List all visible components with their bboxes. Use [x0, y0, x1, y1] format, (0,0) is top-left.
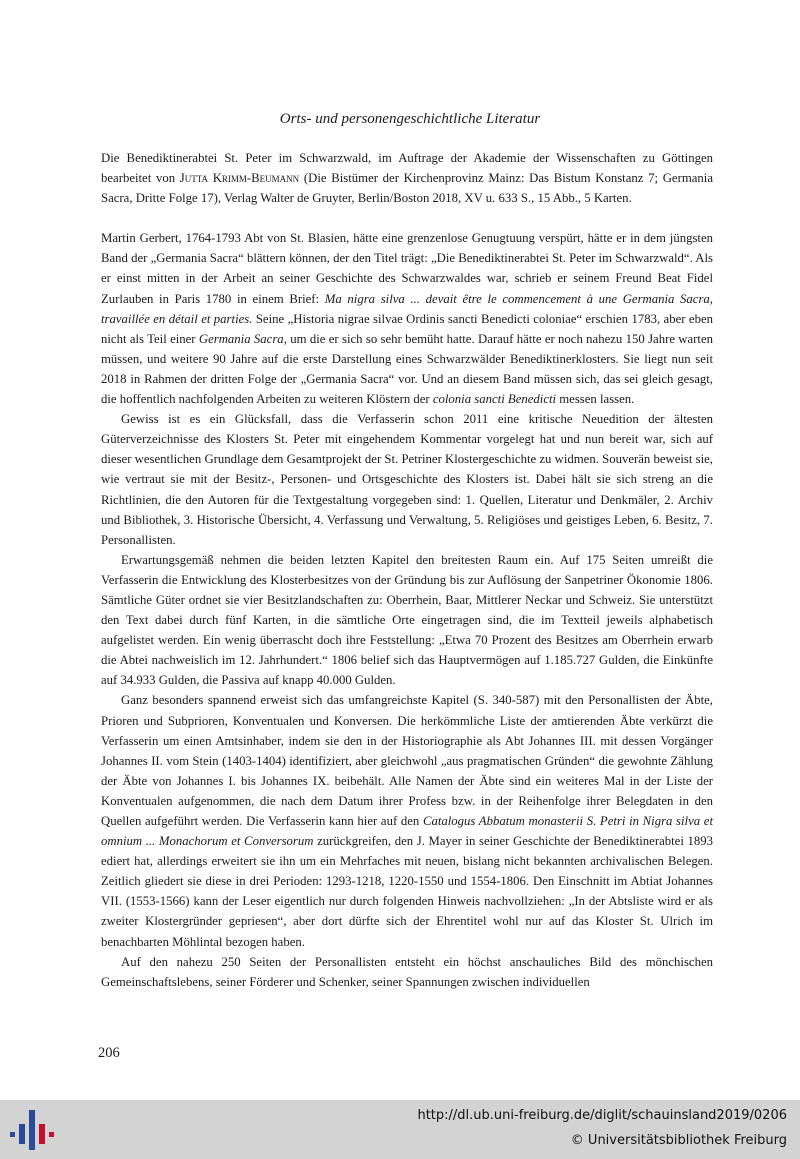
copyright-notice: © Universitätsbibliothek Freiburg — [570, 1133, 787, 1148]
paragraph-4 — [101, 690, 713, 951]
paragraph-4-text-a: Ganz besonders spannend erweist sich das umfangreichste Kapitel (S. 340-587) mit den Personallisten der Äbte, Prioren und Subprioren, Konventualen und Konversen. Die herkömmliche Liste der amtierenden Äbte verkürzt die Verfasserin um einen Amtsinhaber, indem sie den in der Historiographie als Abt Johannes III. mit dessen Vorgänger Johannes II. vom Stein (1403-1404) identifiziert, aber gleichwohl „aus pragmatischen Gründen“ die gewohnte Zählung der Äbte von Johannes I. bis Johannes IX. beibehält. Alle Namen der Äbte sind ein weiteres Mal in der Liste der Konventualen aufgenommen, die nach dem Datum ihrer Profess bzw. in der Reihenfolge ihrer Belegdaten in den Quellen aufgeführt werden. Die Verfasserin kann hier auf den — [101, 693, 713, 828]
citation-author: Jutta Krimm-Beumann — [179, 171, 300, 186]
permalink-url[interactable]: http://dl.ub.uni-freiburg.de/diglit/schauinsland2019/0206 — [417, 1108, 787, 1123]
paragraph-1-text-a: Martin Gerbert, 1764-1793 Abt von St. Blasien, hätte eine grenzenlose Genugtuung verspürt, hätte er in dem jüngsten Band der „Germania Sacra“ blättern können, der den Titel trägt: „Die Benediktinerabtei St. Peter im Schwarzwald“. Als er einst mitten in der Arbeit an seiner Geschichte des Schwarzwaldes war, schrieb er seinem Freund Beat Fidel Zurlauben in Paris 1780 in einem Brief: — [101, 231, 713, 306]
body-text — [101, 148, 713, 992]
catalogus-title: Catalogus Abbatum monasterii S. Petri in Nigra silva et omnium ... Monachorum et Conversorum — [101, 814, 713, 849]
paragraph-5: Auf den nahezu 250 Seiten der Personallisten entsteht ein höchst anschauliches Bild des mönchischen Gemeinschaftslebens, seiner Förderer und Schenker, seiner Spannungen zwischen individuellen — [101, 954, 713, 989]
gerbert-quote: Ma nigra silva ... devait être le commencement à une Germania Sacra, travaillée en détail et parties. — [101, 291, 713, 326]
paragraph-1-text-c: , um die er sich so sehr bemüht hatte. Darauf hätte er noch nahezu 150 Jahre warten müssen, und weitere 90 Jahre auf die erste Darstellung eines Schwarzwälder Benediktinerklosters. Sie liegt nun seit 2018 in Rahmen der dritten Folge der „Germania Sacra“ vor. Und an diesem Band müssen sich, das sei gleich gesagt, die hoffentlich nachfolgenden Arbeiten zu weiteren Klöstern der — [101, 331, 713, 407]
paragraph-2: Gewiss ist es ein Glücksfall, dass die Verfasserin schon 2011 eine kritische Neuedition der ältesten Güterverzeichnisse des Klosters St. Peter mit eingehendem Kommentar vorgelegt hat und nun bereit war, sich auf dieser wesentlichen Grundlage dem Gesamtprojekt der St. Petriner Klostergeschichte zu widmen. Souverän beweist sie, wie vertraut sie mit der Besitz-, Personen- und Ortsgeschichte des Klosters ist. Dabei hält sie sich streng an die Richtlinien, die den Autoren für die Textgestaltung vorgegeben sind: 1. Quellen, Literatur und Denkmäler, 2. Archiv und Bibliothek, 3. Historische Übersicht, 4. Verfassung und Verwaltung, 5. Religiöses und geistiges Leben, 6. Besitz, 7. Personallisten. — [101, 412, 713, 547]
paragraph-4-text-b: zurückgreifen, den J. Mayer in seiner Geschichte der Benediktinerabtei 1893 ediert hat, allerdings erweitert sie ihn um ein Mehrfaches mit neuen, bislang nicht bekannten archivalischen Belegen. Zeitlich gliedert sie diese in drei Perioden: 1293-1218, 1220-1550 und 1554-1806. Den Einschnitt im Abtiat Johannes VII. (1553-1566) kann der Leser eigentlich nur durch folgenden Hinweis nachvollziehen: „In der Abtsliste wird er als zweiter Klostergründer gepriesen“, aber dort dürfte sich der Ehrentitel wohl nur auf das Kloster St. Ulrich im benachbarten Möhlintal bezogen haben. — [101, 834, 713, 949]
running-title: Orts- und personengeschichtliche Literatur — [279, 111, 541, 127]
citation-title: Die Benediktinerabtei St. Peter im Schwarzwald, im Auftrage der Akademie der Wissenschaften zu Göttingen bearbeitet von — [101, 151, 713, 186]
paragraph-3: Erwartungsgemäß nehmen die beiden letzten Kapitel den breitesten Raum ein. Auf 175 Seiten umreißt die Verfasserin die Entwicklung des Klosterbesitzes von der Gründung bis zur Auflösung der Sanpetriner Ökonomie 1806. Sämtliche Güter ordnet sie vier Besitzlandschaften zu: Oberrhein, Baar, Mittlerer Neckar und Schweiz. Sie unterstützt den Text dabei durch fünf Karten, in die sämtliche Orte eingetragen sind, die im Textteil jeweils alphabetisch aufgelistet werden. Ein wenig überrascht doch ihre Feststellung: „Etwa 70 Prozent des Besitzes am Oberrhein erwarb die Abtei nachweislich im 12. Jahrhundert.“ 1806 belief sich das Hauptvermögen auf 1.185.727 Gulden, die Einkünfte auf 34.933 Gulden, die Passiva auf knapp 40.000 Gulden. — [101, 552, 713, 688]
paragraph-1-text-d: messen lassen. — [556, 392, 635, 407]
viewer-footer — [0, 1100, 800, 1159]
page-number: 206 — [98, 1045, 120, 1061]
paragraph-1-text-b: Seine „Historia nigrae silvae Ordinis sancti Benedicti coloniae“ erschien 1783, aber eben nicht als Teil einer — [101, 311, 713, 346]
germania-sacra-term: Germania Sacra — [198, 331, 284, 346]
bibliographic-citation — [101, 148, 713, 208]
citation-details: (Die Bistümer der Kirchenprovinz Mainz: Das Bistum Konstanz 7; Germania Sacra, Dritte Folge 17), Verlag Walter de Gruyter, Berlin/Boston 2018, XV u. 633 S., 15 Abb., 5 Karten. — [101, 171, 713, 206]
paragraph-1 — [101, 228, 713, 409]
ub-freiburg-logo-icon — [10, 1110, 54, 1150]
colonia-term: colonia sancti Benedicti — [432, 392, 557, 407]
